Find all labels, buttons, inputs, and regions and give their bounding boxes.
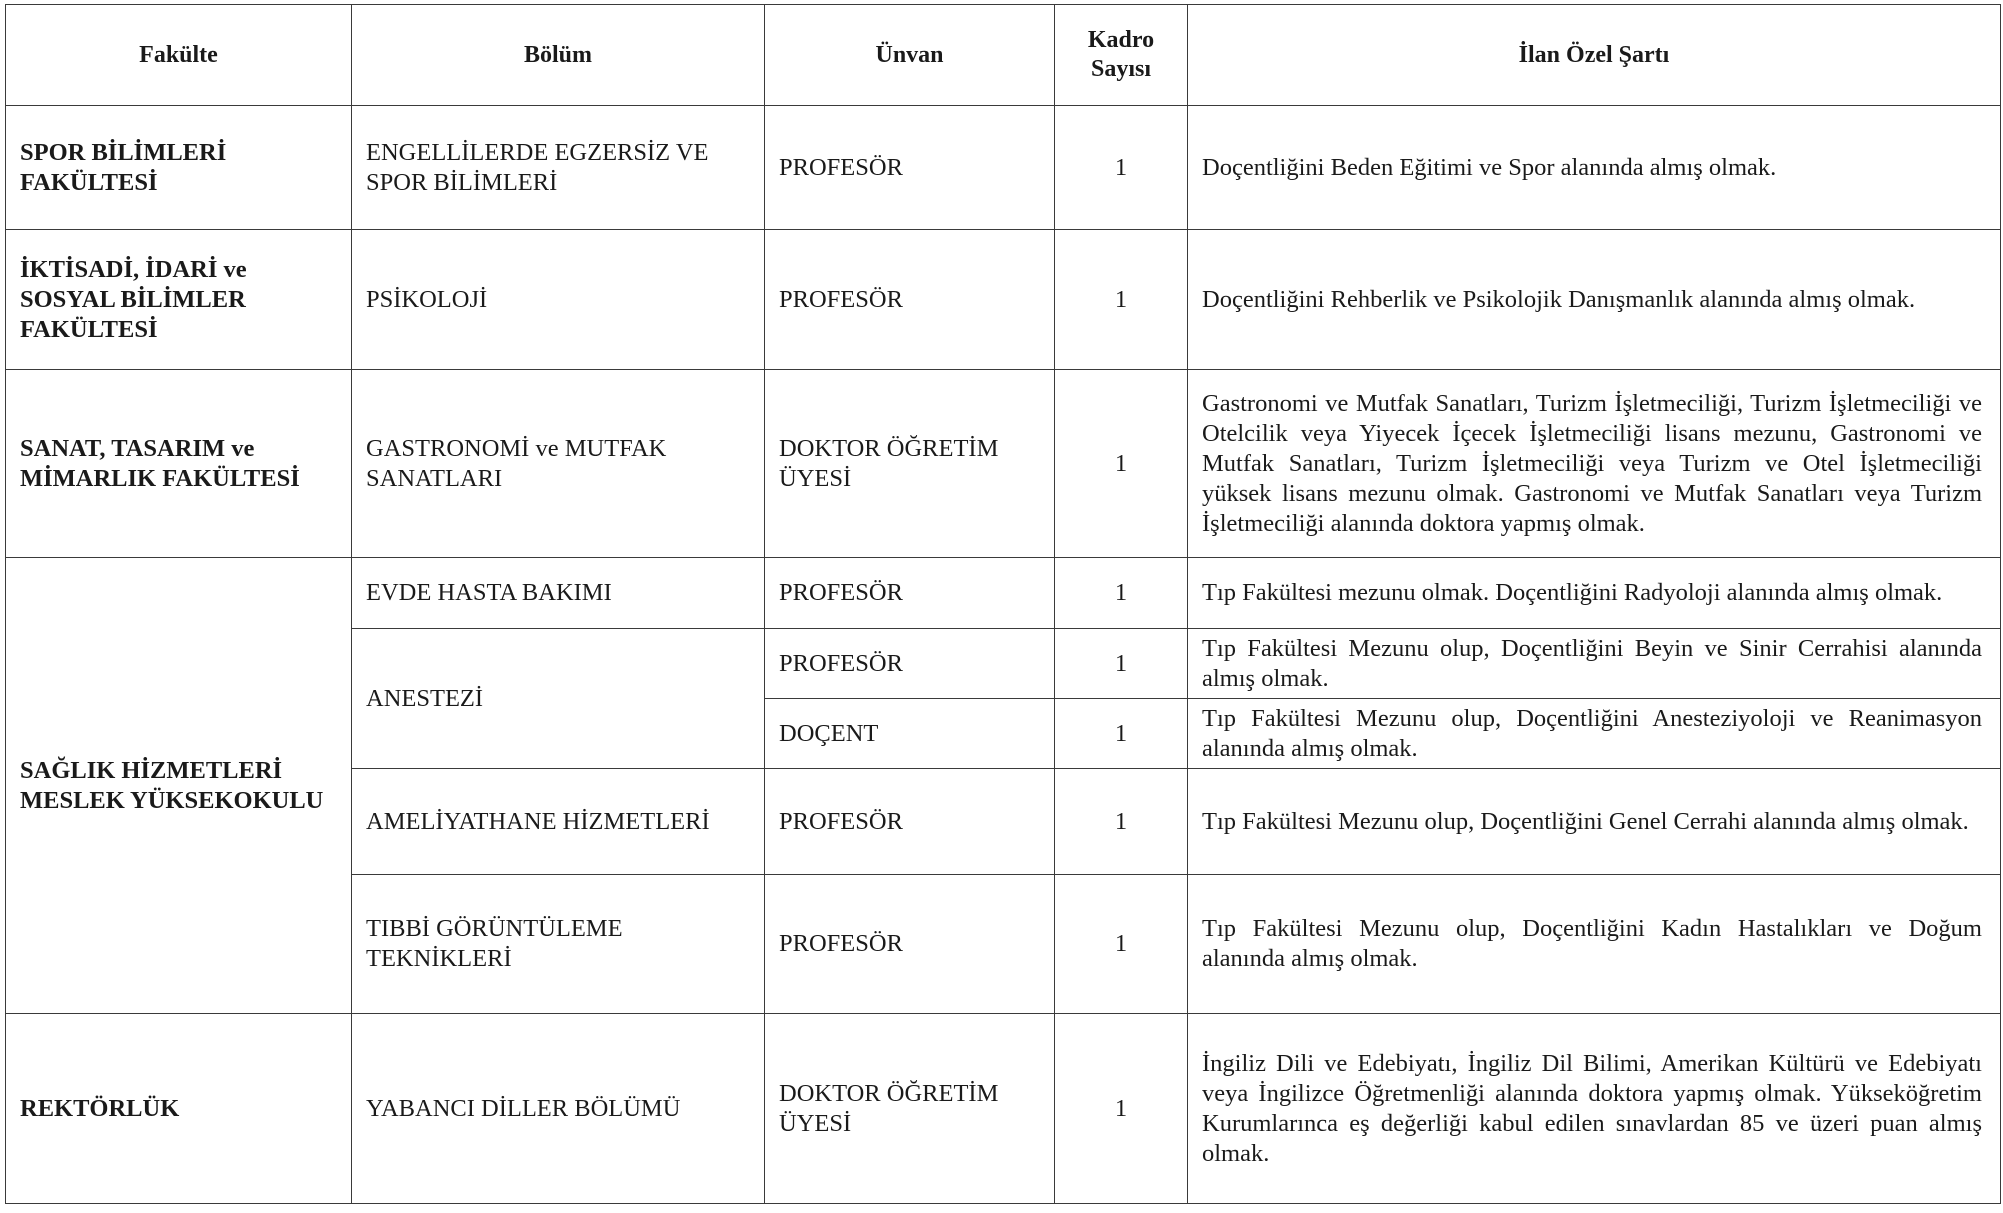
department-cell: AMELİYATHANE HİZMETLERİ (352, 769, 765, 875)
quota-cell: 1 (1055, 106, 1188, 230)
table-row (6, 370, 2001, 558)
quota-cell: 1 (1055, 699, 1188, 769)
requirement-cell: Tıp Fakültesi Mezunu olup, Doçentliğini Anesteziyoloji ve Reanimasyon alanında almış olmak. (1188, 699, 2001, 769)
faculty-cell: SPOR BİLİMLERİ FAKÜLTESİ (6, 106, 352, 230)
title-cell: DOKTOR ÖĞRETİM ÜYESİ (765, 370, 1055, 558)
title-cell: DOÇENT (765, 699, 1055, 769)
header-ilan-ozel-sarti: İlan Özel Şartı (1188, 5, 2001, 106)
quota-cell: 1 (1055, 370, 1188, 558)
title-cell: PROFESÖR (765, 106, 1055, 230)
quota-cell: 1 (1055, 558, 1188, 629)
title-cell: PROFESÖR (765, 769, 1055, 875)
department-cell: ANESTEZİ (352, 629, 765, 769)
quota-cell: 1 (1055, 769, 1188, 875)
table-row (6, 1014, 2001, 1204)
department-cell: EVDE HASTA BAKIMI (352, 558, 765, 629)
quota-cell: 1 (1055, 629, 1188, 699)
header-bolum: Bölüm (352, 5, 765, 106)
title-cell: PROFESÖR (765, 629, 1055, 699)
requirement-cell: Tıp Fakültesi mezunu olmak. Doçentliğini Radyoloji alanında almış olmak. (1188, 558, 2001, 629)
requirement-cell: Tıp Fakültesi Mezunu olup, Doçentliğini Kadın Hastalıkları ve Doğum alanında almış olmak. (1188, 875, 2001, 1014)
header-kadro-sayisi: Kadro Sayısı (1055, 5, 1188, 106)
department-cell: TIBBİ GÖRÜNTÜLEME TEKNİKLERİ (352, 875, 765, 1014)
faculty-cell: SANAT, TASARIM ve MİMARLIK FAKÜLTESİ (6, 370, 352, 558)
department-cell: GASTRONOMİ ve MUTFAK SANATLARI (352, 370, 765, 558)
requirement-cell: İngiliz Dili ve Edebiyatı, İngiliz Dil Bilimi, Amerikan Kültürü ve Edebiyatı veya İngilizce Öğretmenliği alanında doktora yapmış olmak. Yükseköğretim Kurumlarınca eş değerliği kabul edilen sınavlardan 85 ve üzeri puan almış olmak. (1188, 1014, 2001, 1204)
table-row (6, 558, 2001, 629)
requirement-cell: Tıp Fakültesi Mezunu olup, Doçentliğini Beyin ve Sinir Cerrahisi alanında almış olmak. (1188, 629, 2001, 699)
department-cell: ENGELLİLERDE EGZERSİZ VE SPOR BİLİMLERİ (352, 106, 765, 230)
header-fakulte: Fakülte (6, 5, 352, 106)
table-row (6, 230, 2001, 370)
faculty-cell: İKTİSADİ, İDARİ ve SOSYAL BİLİMLER FAKÜLTESİ (6, 230, 352, 370)
requirement-cell: Doçentliğini Rehberlik ve Psikolojik Danışmanlık alanında almış olmak. (1188, 230, 2001, 370)
requirement-cell: Gastronomi ve Mutfak Sanatları, Turizm İşletmeciliği, Turizm İşletmeciliği ve Otelcilik veya Yiyecek İçecek İşletmeciliği lisans mezunu, Gastronomi ve Mutfak Sanatları, Turizm İşletmeciliği veya Turizm ve Otel İşletmeciliği yüksek lisans mezunu olmak. Gastronomi ve Mutfak Sanatları veya Turizm İşletmeciliği alanında doktora yapmış olmak. (1188, 370, 2001, 558)
quota-cell: 1 (1055, 875, 1188, 1014)
quota-cell: 1 (1055, 230, 1188, 370)
faculty-cell: REKTÖRLÜK (6, 1014, 352, 1204)
table-row (6, 106, 2001, 230)
job-posting-table (5, 4, 2001, 1204)
department-cell: PSİKOLOJİ (352, 230, 765, 370)
title-cell: DOKTOR ÖĞRETİM ÜYESİ (765, 1014, 1055, 1204)
quota-cell: 1 (1055, 1014, 1188, 1204)
department-cell: YABANCI DİLLER BÖLÜMÜ (352, 1014, 765, 1204)
faculty-cell: SAĞLIK HİZMETLERİ MESLEK YÜKSEKOKULU (6, 558, 352, 1014)
requirement-cell: Doçentliğini Beden Eğitimi ve Spor alanında almış olmak. (1188, 106, 2001, 230)
header-row (6, 5, 2001, 106)
requirement-cell: Tıp Fakültesi Mezunu olup, Doçentliğini Genel Cerrahi alanında almış olmak. (1188, 769, 2001, 875)
title-cell: PROFESÖR (765, 230, 1055, 370)
header-unvan: Ünvan (765, 5, 1055, 106)
title-cell: PROFESÖR (765, 875, 1055, 1014)
title-cell: PROFESÖR (765, 558, 1055, 629)
